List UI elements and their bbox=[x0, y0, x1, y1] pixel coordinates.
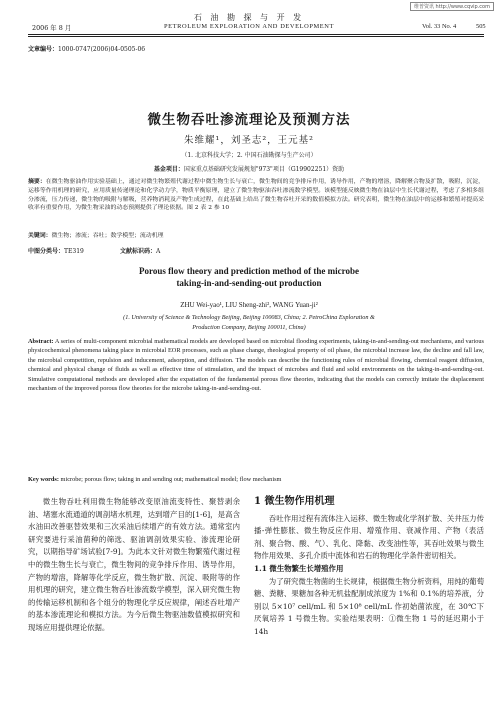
clc-value: TE319 bbox=[64, 248, 84, 255]
article-number-label: 文章编号： bbox=[28, 46, 59, 53]
intro-paragraph: 微生物吞吐利用微生物能够改变原油流变特性、聚替剥余油、堵塞水流通道的调剖堵水机理，达到增产目的[1-6]，是高含水油田改善驱替效果和三次采油后续增产的有效方法。通常室内研究要进行采油菌种的筛选、驱油调剖效果实验、渗流理论研究，以期指导矿场试验[7-9]。为此本文针对微生物繁殖代谢过程中的微生物生长与衰亡，微生物间的竞争排斥作用、诱导作用，产物的增溶，降解等化学反应，微生物扩散、沉淀、吸附等的作用机理的研究，建立微生物吞吐渗流数学模型，深入研究微生物的传输运移机制和各个组分的物理化学反应规律，阐述吞吐增产的基本渗流理论和模拟方法。为今后微生物驱油数值模拟研究和现场应用提供理论依据。 bbox=[28, 497, 240, 632]
doc-code-label: 文献标识码： bbox=[120, 248, 157, 255]
article-number-value: 1000-0747(2006)04-0505-06 bbox=[58, 46, 146, 53]
abstract-cn bbox=[28, 178, 484, 213]
affiliation-en bbox=[0, 313, 498, 333]
keywords-cn-value: 微生物；渗流；吞吐；数学模型；流动机理 bbox=[51, 233, 164, 239]
paper-title-en bbox=[0, 265, 498, 289]
article-number bbox=[28, 44, 145, 53]
abstract-en-text: A series of multi-component microbial mathematical models are developed based on microbial flooding experiments, taking-in-and-sending-out mechanisms, and various physicochemical phenomena taking place in microbial EOR processes, such as phase change, rheological property of oil phase, the microbial increase law, the decline and fall law, the microbial competition, repulsion and inducement, adsorption, and diffusion. The models can describe the functioning rules of microbial flowing, chemical reagent diffusion, chemical and physical change of fluids as well as effective time of stimulation, and the impact of microbes and fluid and solid environments on the taking-in-and-sending-out. Simulative computational methods are developed after the expatiation of the fundamental porous flow theories, indicating that the models can correctly imitate the displacement mechanism of the improved porous flow theories for the microbe taking-in-and-sending-out. bbox=[28, 338, 485, 393]
journal-volume: Vol. 33 No. 4 bbox=[422, 23, 457, 30]
journal-name-en: PETROLEUM EXPLORATION AND DEVELOPMENT bbox=[163, 23, 335, 30]
header-rule bbox=[28, 34, 484, 35]
keywords-cn-label: 关键词： bbox=[28, 232, 52, 239]
abstract-cn-text: 在微生物驱油作用实验基础上，通过对微生物繁殖代谢过程中微生物生长与衰亡，微生物间的竞争排斥作用，诱导作用，产物的增溶，降解聚合物及扩散，吸附，沉淀，运移等作用机理的研究，应用质量传递理论和化学动力学，物质平衡原理，建立了微生物驱油吞吐渗流数学模型。该模型能反映微生物在油层中生长代谢过程，考虑了多相多组分渗流，压力传递，微生物的吸附与解吸，营养物消耗及产物生成过程，在此基础上给出了微生物吞吐开采的数值模拟方法。研究表明，微生物在油层中的运移和繁殖对提高采收率有重要作用，为微生物采油的动态预测提供了理论依据。 bbox=[28, 179, 485, 212]
section1-paragraph: 吞吐作用过程有流体注入运移、微生物或化学剂扩散、关井压力传播-弹性膨胀、微生物反应作用、增殖作用、衰减作用、产物（表活剂、聚合物、酸、气）、乳化、降黏、改变油性等，其吞吐效果与微生物作用效果、多孔介质中流体和岩石的物理化学条件密切相关。 bbox=[254, 513, 484, 561]
document-code bbox=[120, 246, 160, 255]
affiliation-en-line2: Production Company, Beijing 100011, China) bbox=[192, 324, 306, 331]
subsection1-paragraph: 为了研究微生物菌的生长规律，根据微生物分析资料，用纯的葡萄糖、粪糖、果糖加各种无机盐配制成浓度为 1%和 0.1%的培养液，分别以 5×10⁷ cell/mL 和 5×10⁸ cell/mL 作初始菌浓度，在 30℃下厌氧培养 1 号微生物。实验结果表明：①微生物 1 号的延迟期小于 14h bbox=[254, 576, 484, 636]
keywords-en-value: microbe; porous flow; taking in and sending out; mathematical model; flow mechanism bbox=[60, 476, 282, 483]
keywords-en-label: Key words: bbox=[28, 476, 59, 483]
body-left-column bbox=[28, 496, 240, 635]
abstract-en-label: Abstract: bbox=[28, 338, 54, 345]
title-en-line1: Porous flow theory and prediction method of the microbe bbox=[139, 266, 359, 276]
paper-authors: 朱维耀¹，刘圣志²，王元基² bbox=[184, 135, 314, 146]
journal-name-cn: 石 油 勘 探 与 开 发 bbox=[193, 13, 305, 22]
page-number: 505 bbox=[476, 23, 486, 30]
keywords-cn bbox=[28, 232, 484, 241]
section-heading: 1 微生物作用机理 bbox=[254, 496, 335, 507]
watermark-stamp: 维普资讯 http://www.cqvip.com bbox=[410, 2, 494, 11]
clc-number bbox=[28, 246, 84, 255]
body-right-column bbox=[254, 496, 484, 639]
abstract-cn-label: 摘要： bbox=[28, 178, 46, 185]
affiliation-en-line1: (1. University of Science & Technology Beijing, Beijing 100083, China; 2. PetroChina Exploration & bbox=[123, 314, 375, 321]
paper-affiliation: （1. 北京科技大学；2. 中国石油勘探与生产公司） bbox=[181, 152, 317, 159]
fund-label: 基金项目： bbox=[153, 166, 184, 173]
abstract-cn-refs: 图 2 表 2 参 10 bbox=[187, 205, 230, 212]
title-en-line2: taking-in-and-sending-out production bbox=[176, 278, 322, 288]
paper-title: 微生物吞吐渗流理论及预测方法 bbox=[147, 112, 351, 128]
fund-value: 国家重点基础研究发展规划"973"项目（G19902251）资助 bbox=[183, 166, 345, 173]
doc-code-value: A bbox=[156, 248, 161, 255]
header-rule-thin bbox=[28, 36, 484, 37]
subsection-heading: 1.1 微生物繁生长增殖作用 bbox=[254, 563, 344, 573]
journal-date: 2006 年 8 月 bbox=[32, 24, 72, 32]
abstract-en bbox=[28, 337, 484, 393]
keywords-en bbox=[28, 476, 484, 483]
clc-label: 中图分类号： bbox=[28, 248, 65, 255]
fund-note bbox=[0, 164, 498, 173]
authors-en: ZHU Wei-yao¹, LIU Sheng-zhi², WANG Yuan-ji² bbox=[180, 301, 318, 309]
